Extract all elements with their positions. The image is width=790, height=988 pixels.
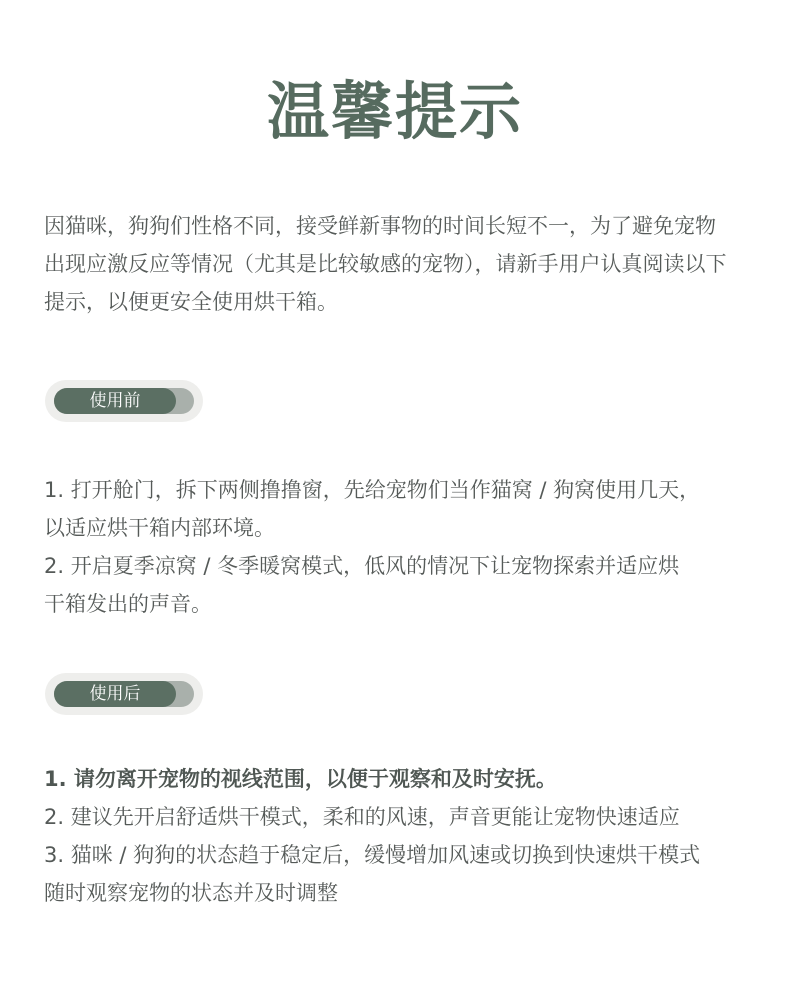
after-use-line: 3. 猫咪 / 狗狗的状态趋于稳定后，缓慢增加风速或切换到快速烘干模式 bbox=[44, 843, 701, 867]
after-use-line: 2. 建议先开启舒适烘干模式，柔和的风速，声音更能让宠物快速适应 bbox=[44, 805, 680, 829]
before-use-line: 以适应烘干箱内部环境。 bbox=[44, 516, 275, 540]
intro-line: 出现应激反应等情况（尤其是比较敏感的宠物），请新手用户认真阅读以下 bbox=[44, 252, 727, 276]
badge-track bbox=[54, 388, 194, 414]
intro-line: 提示，以便更安全使用烘干箱。 bbox=[44, 290, 338, 314]
before-use-line: 干箱发出的声音。 bbox=[44, 592, 212, 616]
before-use-line: 1. 打开舱门，拆下两侧撸撸窗，先给宠物们当作猫窝 / 狗窝使用几天， bbox=[44, 478, 701, 502]
page-title: 温馨提示 bbox=[266, 75, 523, 148]
after-use-label: 使用后 bbox=[54, 681, 176, 707]
intro-line: 因猫咪，狗狗们性格不同，接受鲜新事物的时间长短不一，为了避免宠物 bbox=[44, 214, 716, 238]
before-use-line: 2. 开启夏季凉窝 / 冬季暖窝模式，低风的情况下让宠物探索并适应烘 bbox=[44, 554, 680, 578]
after-use-section bbox=[44, 760, 764, 912]
after-use-line: 1. 请勿离开宠物的视线范围，以便于观察和及时安抚。 bbox=[44, 767, 557, 791]
after-use-badge bbox=[45, 673, 203, 715]
intro-paragraph bbox=[44, 207, 764, 321]
before-use-section bbox=[44, 471, 764, 623]
before-use-badge bbox=[45, 380, 203, 422]
after-use-line: 随时观察宠物的状态并及时调整 bbox=[44, 881, 338, 905]
before-use-label: 使用前 bbox=[54, 388, 176, 414]
badge-track bbox=[54, 681, 194, 707]
